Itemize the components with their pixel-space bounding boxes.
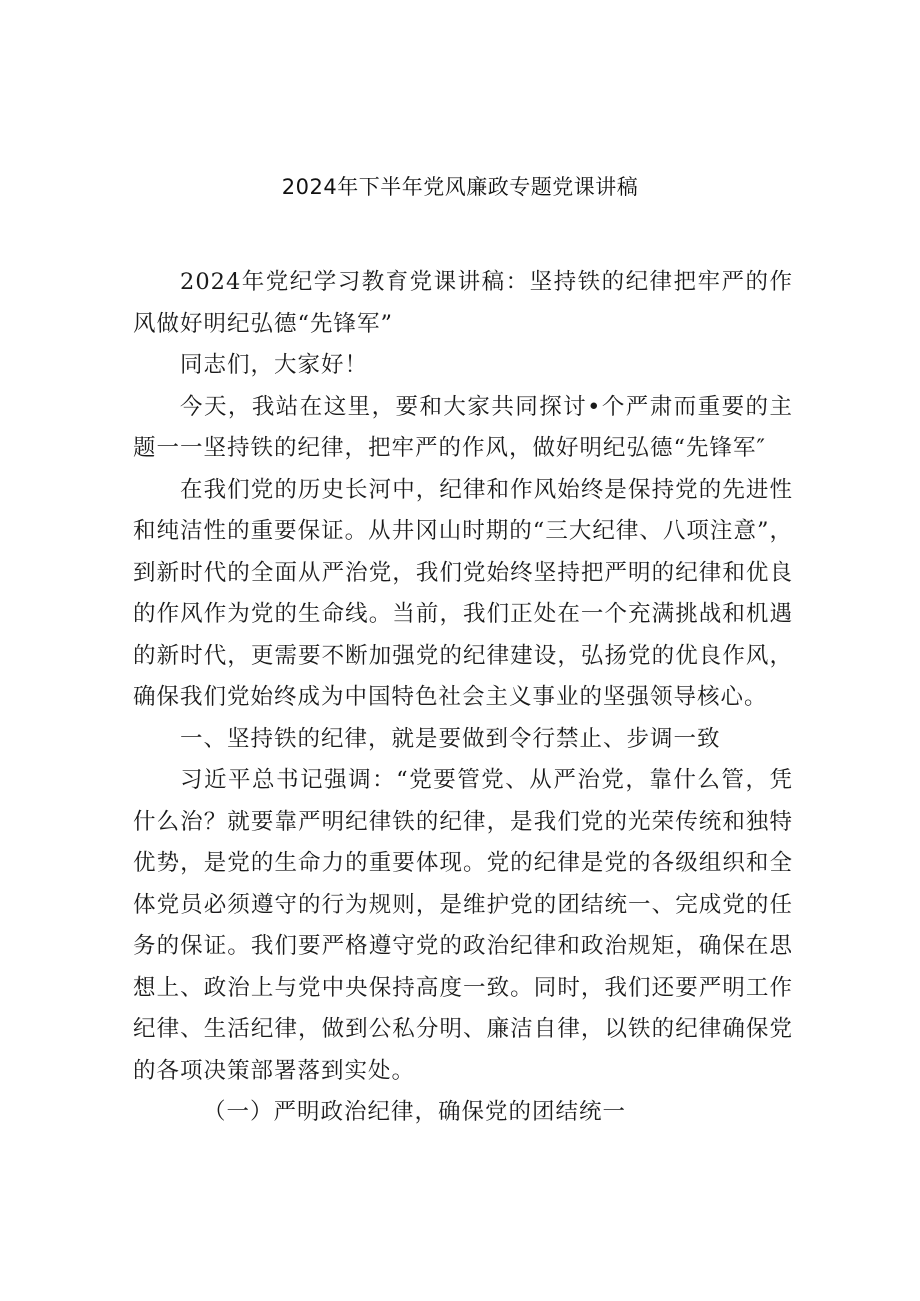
intro-paragraph: 今天，我站在这里，要和大家共同探讨•个严肃而重要的主题一一坚持铁的纪律，把牢严的作风，做好明纪弘德“先锋军″ [133,393,793,461]
subsection-heading-1: （一）严明政治纪律，确保党的团结统一 [203,1099,627,1125]
greeting-paragraph: 同志们，大家好！ [180,352,369,378]
section-heading-1: 一、坚持铁的纪律，就是要做到令行禁止、步调一致 [180,725,721,752]
discipline-paragraph: 习近平总书记强调：“党要管党、从严治党，靠什么管，凭什么治？就要靠严明纪律铁的纪律，是我们党的光荣传统和独特优势，是党的生命力的重要体现。党的纪律是党的各级组织和全体党员必须遵守的行为规则，是维护党的团结统一、完成党的任务的保证。我们要严格遵守党的政治纪律和政治规矩，确保在思想上、政治上与党中央保持高度一致。同时，我们还要严明工作纪律、生活纪律，做到公私分明、廉洁自律，以铁的纪律确保党的各项决策部署落到实处。 [133,767,793,1084]
document-body [133,262,793,1134]
document-title: 2024年下半年党风廉政专题党课讲稿 [281,175,639,199]
subtitle-paragraph: 2024年党纪学习教育党课讲稿：坚持铁的纪律把牢严的作风做好明纪弘德“先锋军” [133,269,793,337]
history-paragraph: 在我们党的历史长河中，纪律和作风始终是保持党的先进性和纯洁性的重要保证。从井冈山时期的“三大纪律、八项注意”，到新时代的全面从严治党，我们党始终坚持把严明的纪律和优良的作风作为党的生命线。当前，我们正处在一个充满挑战和机遇的新时代，更需要不断加强党的纪律建设，弘扬党的优良作风，确保我们党始终成为中国特色社会主义事业的坚强领导核心。 [133,476,793,710]
